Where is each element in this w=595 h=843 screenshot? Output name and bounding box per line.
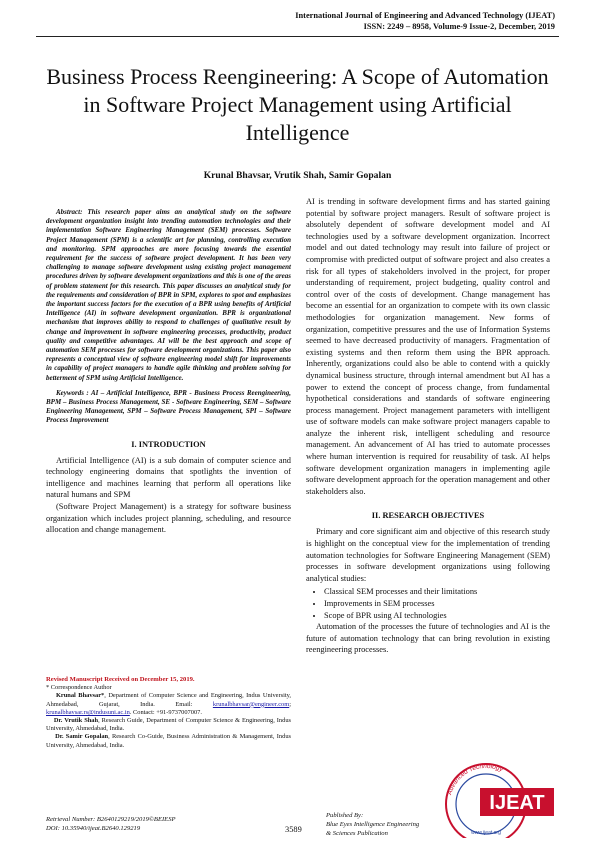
keywords: Keywords : AI – Artificial Intelligence, BPR - Business Process Reengineering, BPM – Business Process Management, SE - Software Engineering, SEM – Software Engineering Management, SPM – Software Process Management, SPI – Software Process Improvement — [46, 388, 291, 425]
author-affiliation — [46, 717, 291, 733]
publisher-info — [326, 811, 419, 838]
left-column — [46, 208, 291, 536]
logo-text: IJEAT — [489, 792, 545, 814]
journal-name: International Journal of Engineering and Advanced Technology (IJEAT) — [295, 11, 555, 20]
received-note: Revised Manuscript Received on December 15, 2019. — [46, 676, 195, 683]
author-name: Dr. Vrutik Shah — [53, 717, 99, 725]
correspondence-note: * Correspondence Author — [46, 684, 112, 692]
logo-url: www.ijeat.org — [471, 830, 501, 836]
paper-title: Business Process Reengineering: A Scope of Automation in Software Project Management using Artificial Intelligence — [46, 64, 549, 145]
published-by: Published By: — [326, 812, 364, 819]
retrieval-number: Retrieval Number: B2640129219/2019©BEIESP — [46, 816, 176, 823]
affiliation-text: , Research Guide, Department of Computer Science & Engineering, Indus University, Ahmedabad, India. — [46, 717, 291, 733]
doi: DOI: 10.35940/ijeat.B2640.129219 — [46, 825, 141, 832]
publisher-line: Blue Eyes Intelligence Engineering — [326, 821, 420, 828]
footnotes — [46, 676, 291, 750]
page-number: 3589 — [285, 825, 302, 834]
logo-graphic — [436, 746, 558, 838]
email-link[interactable]: krunalbhavsar.rs@indusuni.ac.in — [46, 708, 130, 716]
logo-ring-text: Advanced Technology — [446, 762, 504, 796]
paper-authors: Krunal Bhavsar, Vrutik Shah, Samir Gopalan — [203, 170, 392, 181]
affiliation-text: , Research Co-Guide, Business Administration & Management, Indus University, Ahmedabad, India. — [46, 733, 291, 749]
objective-item: • Scope of BPR using AI technologies — [324, 610, 550, 622]
author-affiliation — [46, 692, 291, 717]
section-heading-introduction: I. INTRODUCTION — [131, 439, 206, 449]
contact-text: . Contact: +91-9737007007. — [129, 708, 202, 716]
email-link[interactable]: krunalbhavsar@engineer.com — [212, 700, 290, 708]
journal-issn: ISSN: 2249 – 8958, Volume-9 Issue-2, December, 2019 — [363, 22, 555, 31]
intro-paragraph: (Software Project Management) is a strategy for software business organization which includes project planning, scheduling, and resource allocation and change management. — [46, 502, 291, 535]
abstract: Abstract: This research paper aims an analytical study on the software development organization insight into trending automation technologies and their implementation Software Engineering Management (SEM) processes. Software Project Management (SPM) is a scientific art for planning, controlling execution and monitoring. SPM approaches are more focusing towards the essential requirement for the success of software project development. It has been very challenging to manage software development using existing project management procedures driven by software development organizations and this is one of the areas of problem statement for this research. This paper discusses an analytical study for the requirements and consideration of BPR in SPM, explores to spot and emphasizes the important success factors for the execution of a BPR using benefits of Artificial Intelligence (AI) in software development organization. BPR is organizational mechanism that improves ability to respond to challenges of qualitative result by change and improvement in software engineering processes, productivity, product quality and competitive advantages. AI will be the best approach and scope of automation SEM processes for software development organizations. This paper also represents a conceptual view of software engineering model shift for improvements in capability of project managers to handle agile thinking and problem solving for betterment of SPM using Artificial Intelligence. — [46, 208, 291, 382]
ijeat-logo — [436, 746, 558, 838]
intro-paragraph: Artificial Intelligence (AI) is a sub domain of computer science and technology engineering domains that spotlights the invention of intelligence and machines learning that perform all operations like natural humans and SPM — [46, 455, 291, 500]
retrieval-info — [46, 815, 176, 833]
affiliation-text: , Department of Computer Science and Engineering, Indus University, Ahmedabad, Gujarat, India. Email: — [46, 692, 292, 708]
objectives-paragraph: Primary and core significant aim and objective of this research study is highlight on the conceptual view for the implementation of trending automation technologies for Software Engineering Management (SEM) processes in software development organizations using following analytical studies: — [306, 527, 550, 583]
right-column — [306, 196, 550, 656]
publisher-line: & Sciences Publication — [326, 830, 388, 837]
header-rule — [36, 36, 559, 37]
author-name: Krunal Bhavsar* — [55, 692, 105, 700]
section-heading-objectives: II. RESEARCH OBJECTIVES — [371, 511, 485, 521]
journal-header — [295, 10, 555, 32]
objectives-paragraph: Automation of the processes the future of technologies and AI is the future of automation technology that can bring revolution in existing reengineering processes. — [306, 622, 550, 655]
separator: ; — [289, 700, 291, 708]
objective-item: • Classical SEM processes and their limitations — [324, 586, 550, 598]
body-paragraph: AI is trending in software development firms and has started gaining potential by software project managers. Result of software project is absolutely dependent of software development model and AI technologies used by a software development organization. Incorrect model and out dated technology may result into failure of project or compromise with predicted output of software project and also creates a risk for all types of stakeholders involved in the project, for proper understanding of requirement, project budgeting, quality control and control over of the costs of development. Change management has become an essential for an organization to compete with its own classic methodologies for organization management. New forms of organization, competitive pressures and the use of Information Systems seemed to have decreased productivity of managers. Fragmentation of existing systems and then reform them using the BPR approach. Inherently, organizations could also be able to contend with a quickly dynamical business structure, through internal amendment but AI has a power to extend the concept of process change, from fundamental hypothetical considerations and standards of software engineering process management. Project management parameters with intelligent use of software models can make software project managers capable to analyze the inherent risk, intelligent scheduling and resource management. An advancement of AI has tried to automate processes where human intervention is required for reusability of task. AI helps software development organization managers in implementing agile software development approach for the operation management and other stakeholders also. — [306, 197, 550, 496]
objective-item: • Improvements in SEM processes — [324, 598, 550, 610]
author-affiliation — [46, 733, 291, 749]
author-name: Dr. Samir Gopalan — [55, 733, 109, 741]
objectives-list — [306, 586, 550, 621]
